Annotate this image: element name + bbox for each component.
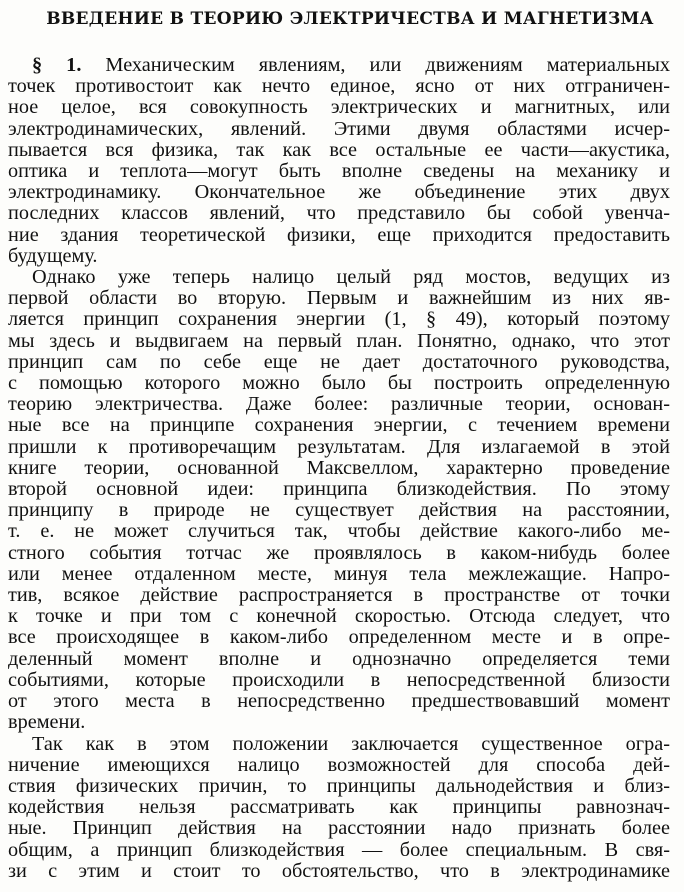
text-line: мы здесь и выдвигаем на первый план. Понятно, однако, что этот bbox=[8, 329, 670, 352]
text-line: или менее отдаленном месте, минуя тела межлежащие. Напро- bbox=[8, 562, 670, 585]
text-line: т. е. не может случиться так, чтобы действие какого-либо ме- bbox=[8, 520, 670, 543]
text-line: с помощью которого можно было бы построить определенную bbox=[8, 372, 670, 395]
text-line: второй основной идеи: принципа близкодействия. По этому bbox=[8, 478, 670, 501]
text-line: принцип сам по себе еще не дает достаточного руководства, bbox=[8, 350, 670, 373]
text-line: тив, всякое действие распространяется в пространстве от точки bbox=[8, 584, 670, 607]
text-line: кодействия нельзя рассматривать как принципы равнознач- bbox=[8, 796, 670, 819]
text-line: событиями, которые происходили в непосредственной близости bbox=[8, 668, 670, 691]
section-number: § 1. bbox=[32, 54, 82, 76]
text-line: точек противостоит как нечто единое, ясно от них отграничен- bbox=[8, 75, 670, 98]
text-line: ляется принцип сохранения энергии (1, § 49), который поэтому bbox=[8, 308, 670, 331]
text-line: первой области во вторую. Первым и важнейшим из них яв- bbox=[8, 287, 670, 310]
text-line: общим, а принцип близкодействия — более специальным. В свя- bbox=[8, 838, 670, 861]
text-line: оптика и теплота—могут быть вполне сведены на механику и bbox=[8, 160, 670, 183]
chapter-title: ВВЕДЕНИЕ В ТЕОРИЮ ЭЛЕКТРИЧЕСТВА И МАГНЕТИЗМА bbox=[46, 9, 654, 29]
text-line: последних классов явлений, что представило бы собой увенча- bbox=[8, 202, 670, 225]
text-line: Однако уже теперь налицо целый ряд мостов, ведущих из bbox=[32, 266, 670, 289]
paragraph-1 bbox=[8, 55, 670, 267]
text-line: § 1. Механическим явлениям, или движениям материальных bbox=[32, 54, 671, 76]
text-line: Так как в этом положении заключается существенное огра- bbox=[32, 732, 670, 755]
text-line: принципу в природе не существует действия на расстоянии, bbox=[8, 499, 670, 522]
body-text bbox=[8, 55, 670, 882]
text-line: пывается вся физика, так как все остальные ее части—акустика, bbox=[8, 138, 670, 161]
text-line: стного события тотчас же проявлялось в каком-нибудь более bbox=[8, 541, 670, 564]
text-line: деленный момент вполне и однозначно определяется теми bbox=[8, 647, 670, 670]
text-line: ничение имеющихся налицо возможностей для способа дей- bbox=[8, 753, 670, 776]
text-line: от этого места в непосредственно предшествовавший момент bbox=[8, 690, 670, 713]
text-line: времени. bbox=[8, 711, 86, 734]
text-line: к точке и при том с конечной скоростью. Отсюда следует, что bbox=[8, 605, 670, 628]
text-line: будущему. bbox=[8, 244, 98, 267]
text-line: зи с этим и стоит то обстоятельство, что в электродинамике bbox=[8, 859, 670, 882]
text-line: пришли к противоречащим результатам. Для излагаемой в этой bbox=[8, 435, 670, 458]
paragraph-2 bbox=[8, 267, 670, 733]
paragraph-3 bbox=[8, 734, 670, 882]
text-line: книге теории, основанной Максвеллом, характерно проведение bbox=[8, 456, 670, 479]
text-line: все происходящее в каком-либо определенном месте и в опре- bbox=[8, 626, 670, 649]
text-line: ствия физических причин, то принципы дальнодействия и близ- bbox=[8, 774, 670, 797]
text-line: теорию электричества. Даже более: различные теории, основан- bbox=[8, 393, 670, 416]
text-line: ные все на принципе сохранения энергии, с течением времени bbox=[8, 414, 670, 437]
text-line: электродинамических, явлений. Этими двумя областями исчер- bbox=[8, 117, 670, 140]
text-line: ные. Принцип действия на расстоянии надо признать более bbox=[8, 817, 670, 840]
text-line: электродинамику. Окончательное же объединение этих двух bbox=[8, 181, 670, 204]
text-line: ное целое, вся совокупность электрических и магнитных, или bbox=[8, 96, 670, 119]
text-line: ние здания теоретической физики, еще приходится предоставить bbox=[8, 223, 670, 246]
